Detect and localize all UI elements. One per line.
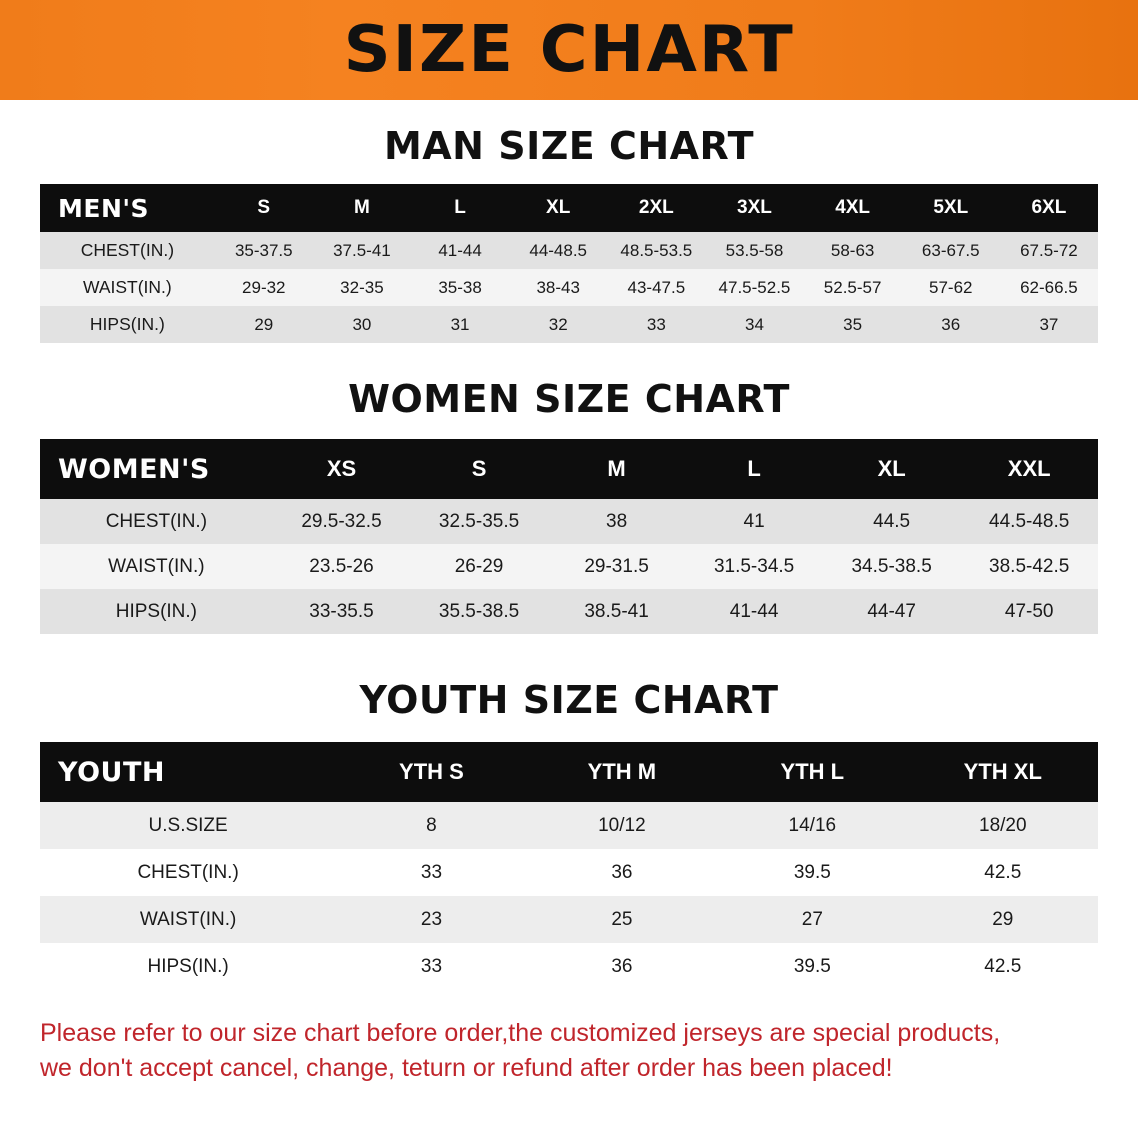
man-hips-5xl: 36 [902, 306, 1000, 343]
women-section-title: WOMEN SIZE CHART [348, 377, 790, 421]
page-banner [0, 0, 1138, 100]
man-hips-4xl: 35 [804, 306, 902, 343]
women-chest-xxl: 44.5-48.5 [960, 499, 1098, 544]
women-waist-s: 26-29 [410, 544, 548, 589]
disclaimer-line-2: we don't accept cancel, change, teturn or refund after order has been placed! [40, 1053, 893, 1082]
youth-ussize-xl: 18/20 [908, 802, 1098, 849]
man-table-wrapper [40, 184, 1098, 343]
women-chest-l: 41 [685, 499, 823, 544]
women-waist-m: 29-31.5 [548, 544, 686, 589]
women-size-table [40, 439, 1098, 634]
youth-table-header [40, 742, 1098, 802]
man-hips-2xl: 33 [607, 306, 705, 343]
youth-row-label-hips: HIPS(IN.) [40, 943, 336, 990]
youth-ussize-s: 8 [336, 802, 526, 849]
youth-ussize-m: 10/12 [527, 802, 717, 849]
youth-size-table [40, 742, 1098, 990]
table-row [40, 544, 1098, 589]
women-row-label-chest: CHEST(IN.) [40, 499, 273, 544]
youth-waist-l: 27 [717, 896, 907, 943]
man-waist-m: 32-35 [313, 269, 411, 306]
youth-chest-xl: 42.5 [908, 849, 1098, 896]
youth-hips-s: 33 [336, 943, 526, 990]
women-chest-m: 38 [548, 499, 686, 544]
women-waist-xxl: 38.5-42.5 [960, 544, 1098, 589]
youth-section-title: YOUTH SIZE CHART [359, 678, 779, 722]
youth-row-label-chest: CHEST(IN.) [40, 849, 336, 896]
man-chest-s: 35-37.5 [215, 232, 313, 269]
women-row-label-hips: HIPS(IN.) [40, 589, 273, 634]
man-table-header [40, 184, 1098, 232]
youth-hips-l: 39.5 [717, 943, 907, 990]
man-hips-3xl: 34 [705, 306, 803, 343]
women-waist-xl: 34.5-38.5 [823, 544, 961, 589]
women-chest-xs: 29.5-32.5 [273, 499, 411, 544]
table-row [40, 306, 1098, 343]
youth-table-wrapper [40, 742, 1098, 990]
women-table-header [40, 439, 1098, 499]
man-chest-6xl: 67.5-72 [1000, 232, 1098, 269]
table-header-row [40, 742, 1098, 802]
man-col-9: 6XL [1000, 184, 1098, 232]
youth-waist-m: 25 [527, 896, 717, 943]
table-row [40, 849, 1098, 896]
youth-hips-m: 36 [527, 943, 717, 990]
table-row [40, 896, 1098, 943]
man-row-label-waist: WAIST(IN.) [40, 269, 215, 306]
man-hips-6xl: 37 [1000, 306, 1098, 343]
man-hips-s: 29 [215, 306, 313, 343]
women-col-6: XXL [960, 439, 1098, 499]
man-row-label-chest: CHEST(IN.) [40, 232, 215, 269]
man-hips-m: 30 [313, 306, 411, 343]
table-row [40, 943, 1098, 990]
man-col-8: 5XL [902, 184, 1000, 232]
youth-chest-m: 36 [527, 849, 717, 896]
women-waist-xs: 23.5-26 [273, 544, 411, 589]
youth-ussize-l: 14/16 [717, 802, 907, 849]
women-table-body [40, 499, 1098, 634]
youth-hips-xl: 42.5 [908, 943, 1098, 990]
women-row-label-waist: WAIST(IN.) [40, 544, 273, 589]
women-col-4: L [685, 439, 823, 499]
women-row-header-label: WOMEN'S [40, 439, 273, 499]
man-col-4: XL [509, 184, 607, 232]
man-chest-2xl: 48.5-53.5 [607, 232, 705, 269]
women-col-3: M [548, 439, 686, 499]
man-row-header-label: MEN'S [40, 184, 215, 232]
man-waist-4xl: 52.5-57 [804, 269, 902, 306]
man-waist-s: 29-32 [215, 269, 313, 306]
women-table-wrapper [40, 439, 1098, 634]
youth-waist-s: 23 [336, 896, 526, 943]
youth-row-label-waist: WAIST(IN.) [40, 896, 336, 943]
youth-chest-s: 33 [336, 849, 526, 896]
women-hips-xl: 44-47 [823, 589, 961, 634]
man-section-title: MAN SIZE CHART [383, 124, 755, 168]
man-waist-5xl: 57-62 [902, 269, 1000, 306]
man-hips-xl: 32 [509, 306, 607, 343]
table-row [40, 589, 1098, 634]
women-col-5: XL [823, 439, 961, 499]
women-col-1: XS [273, 439, 411, 499]
man-waist-2xl: 43-47.5 [607, 269, 705, 306]
man-hips-l: 31 [411, 306, 509, 343]
man-chest-l: 41-44 [411, 232, 509, 269]
man-waist-6xl: 62-66.5 [1000, 269, 1098, 306]
youth-col-2: YTH M [527, 742, 717, 802]
man-waist-xl: 38-43 [509, 269, 607, 306]
women-hips-s: 35.5-38.5 [410, 589, 548, 634]
man-col-1: S [215, 184, 313, 232]
man-chest-3xl: 53.5-58 [705, 232, 803, 269]
man-table-body [40, 232, 1098, 343]
women-chest-xl: 44.5 [823, 499, 961, 544]
disclaimer-line-1: Please refer to our size chart before order,the customized jerseys are special products, [40, 1019, 1001, 1047]
women-hips-l: 41-44 [685, 589, 823, 634]
man-col-5: 2XL [607, 184, 705, 232]
table-row [40, 802, 1098, 849]
page-title: SIZE CHART [343, 13, 795, 87]
man-chest-m: 37.5-41 [313, 232, 411, 269]
man-row-label-hips: HIPS(IN.) [40, 306, 215, 343]
youth-chest-l: 39.5 [717, 849, 907, 896]
table-header-row [40, 439, 1098, 499]
women-hips-xs: 33-35.5 [273, 589, 411, 634]
man-chest-xl: 44-48.5 [509, 232, 607, 269]
man-col-3: L [411, 184, 509, 232]
youth-row-label-ussize: U.S.SIZE [40, 802, 336, 849]
table-row [40, 499, 1098, 544]
youth-col-3: YTH L [717, 742, 907, 802]
women-hips-xxl: 47-50 [960, 589, 1098, 634]
man-size-table [40, 184, 1098, 343]
disclaimer-note [40, 1016, 1098, 1085]
man-waist-l: 35-38 [411, 269, 509, 306]
table-header-row [40, 184, 1098, 232]
youth-table-body [40, 802, 1098, 990]
man-chest-4xl: 58-63 [804, 232, 902, 269]
youth-col-4: YTH XL [908, 742, 1098, 802]
youth-row-header-label: YOUTH [40, 742, 336, 802]
man-col-6: 3XL [705, 184, 803, 232]
table-row [40, 269, 1098, 306]
women-col-2: S [410, 439, 548, 499]
man-waist-3xl: 47.5-52.5 [705, 269, 803, 306]
women-hips-m: 38.5-41 [548, 589, 686, 634]
man-chest-5xl: 63-67.5 [902, 232, 1000, 269]
table-row [40, 232, 1098, 269]
women-waist-l: 31.5-34.5 [685, 544, 823, 589]
youth-col-1: YTH S [336, 742, 526, 802]
women-chest-s: 32.5-35.5 [410, 499, 548, 544]
youth-waist-xl: 29 [908, 896, 1098, 943]
man-col-7: 4XL [804, 184, 902, 232]
man-col-2: M [313, 184, 411, 232]
